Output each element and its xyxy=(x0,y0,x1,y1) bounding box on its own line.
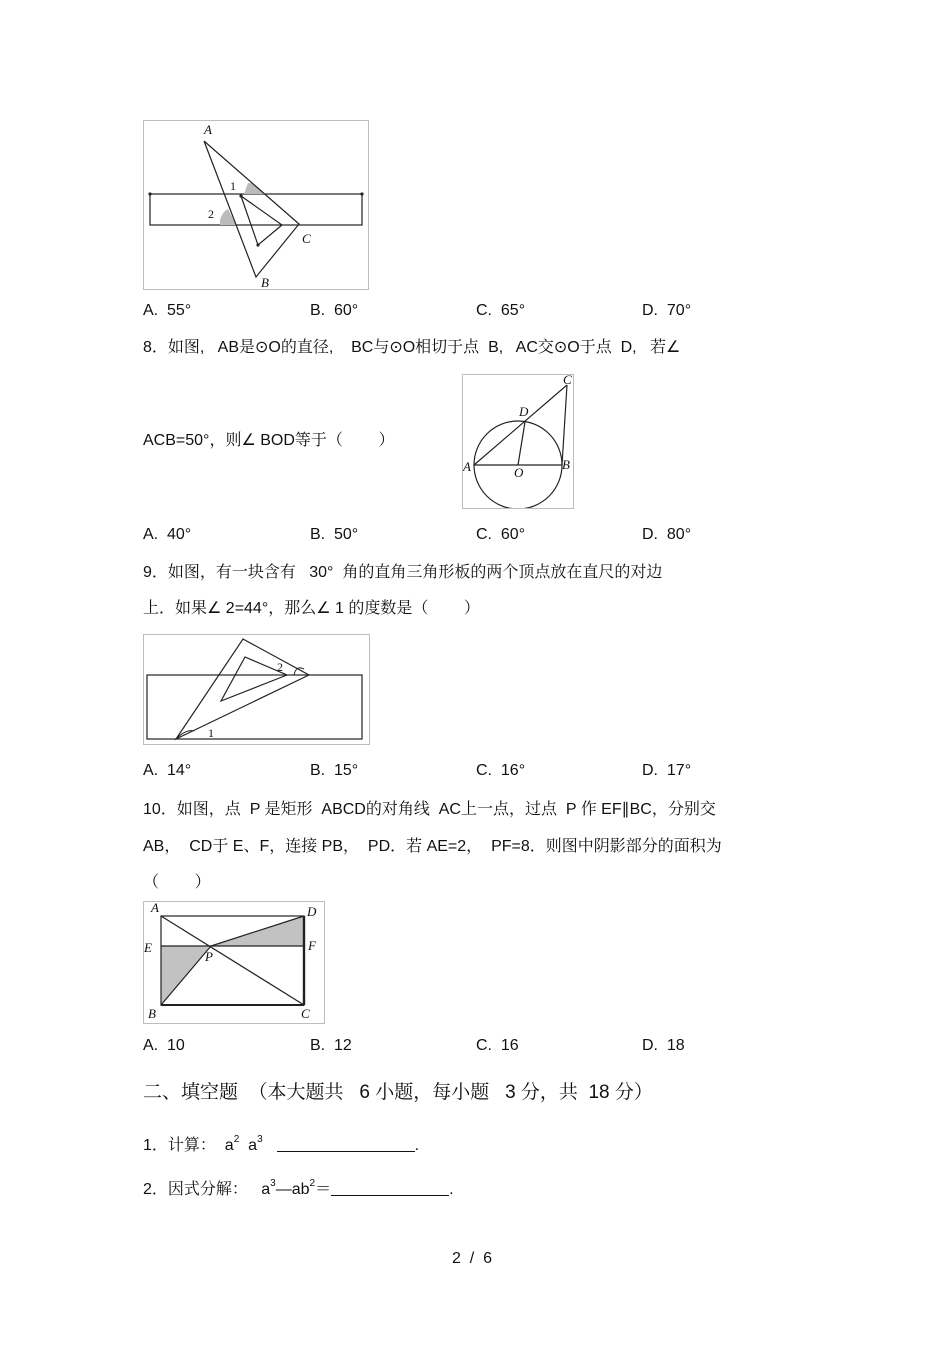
q10-label-C: C xyxy=(301,1006,310,1021)
fill-q1: 1．计算： $a^2$ $a^3$ . xyxy=(143,1134,420,1154)
q7-option-a: A. 55° xyxy=(143,302,192,319)
q10-label-F: F xyxy=(308,938,316,953)
q9-figure xyxy=(143,634,370,745)
q10-option-b: B. 12 xyxy=(310,1037,352,1054)
q7-option-d: D. 70° xyxy=(642,302,692,319)
q10-label-B: B xyxy=(148,1006,156,1021)
fill-q1-exp2: 3 xyxy=(257,1134,263,1145)
q8-label-A: A xyxy=(463,459,471,474)
q7-label-A: A xyxy=(204,122,212,137)
ruler-shape xyxy=(147,675,362,739)
q7-label-B: B xyxy=(261,275,269,289)
q9-option-b: B. 15° xyxy=(310,762,359,779)
q9-option-d: D. 17° xyxy=(642,762,692,779)
fill-q2: 2．因式分解： $a^3—ab^2=$ . xyxy=(143,1178,454,1198)
q10-label-E: E xyxy=(144,940,152,955)
q10-stem-line1: 10．如图，点 P 是矩形 ABCD的对角线 AC上一点，过点 P 作 EF∥BC，分别交 xyxy=(143,801,716,818)
q10-option-c: C. 16 xyxy=(476,1037,519,1054)
q10-label-P: P xyxy=(205,949,213,964)
q9-stem-line2: 上．如果∠ 2=44°，那么∠ 1 的度数是（ ） xyxy=(143,600,480,617)
q8-label-B: B xyxy=(562,457,570,472)
q10-label-D: D xyxy=(307,904,317,919)
q10-stem-line3: （ ） xyxy=(143,874,211,891)
q7-figure xyxy=(143,120,369,290)
q9-stem-line1: 9．如图，有一块含有 30° 角的直角三角形板的两个顶点放在直尺的对边 xyxy=(143,564,663,581)
q8-option-c: C. 60° xyxy=(476,526,526,543)
fill-q2-exp2: 2 xyxy=(309,1178,316,1189)
q10-figure xyxy=(143,901,325,1024)
q9-option-c: C. 16° xyxy=(476,762,526,779)
q10-stem-line2: AB， CD于 E、F，连接 PB， PD．若 AE=2， PF=8．则图中阴影部分的面积为 xyxy=(143,838,722,855)
outer-triangle xyxy=(204,141,299,277)
q7-label-C: C xyxy=(302,231,311,246)
fill-q1-exp1: 2 xyxy=(233,1134,240,1145)
page-number: 2 / 6 xyxy=(452,1250,493,1267)
q8-option-d: D. 80° xyxy=(642,526,692,543)
q8-figure xyxy=(462,374,574,509)
outer-triangle xyxy=(176,639,309,739)
section-fill-in-title: 二、填空题 （本大题共 6 小题，每小题 3 分，共 18 分） xyxy=(143,1082,653,1103)
q8-stem-line2: ACB=50°，则∠ BOD等于（ ） xyxy=(143,432,395,449)
fill-q1-blank[interactable] xyxy=(277,1137,415,1152)
fill-q2-blank[interactable] xyxy=(331,1181,449,1196)
q10-option-a: A. 10 xyxy=(143,1037,185,1054)
q7-option-b: B. 60° xyxy=(310,302,359,319)
q7-label-1: 1 xyxy=(230,179,236,193)
fill-q2-exp1: 3 xyxy=(270,1178,276,1189)
q9-label-1: 1 xyxy=(208,726,214,740)
q9-label-2: 2 xyxy=(277,660,283,674)
q8-label-C: C xyxy=(563,375,572,387)
ruler-shape xyxy=(150,194,362,225)
q8-label-O: O xyxy=(514,465,524,480)
q8-stem-line1: 8．如图, AB是⊙O的直径, BC与⊙O相切于点 B, AC交⊙O于点 D, 若∠ xyxy=(143,339,681,356)
q8-label-D: D xyxy=(519,404,529,419)
q7-label-2: 2 xyxy=(208,207,214,221)
q10-label-A: A xyxy=(151,902,159,915)
q9-option-a: A. 14° xyxy=(143,762,192,779)
q7-option-c: C. 65° xyxy=(476,302,526,319)
q8-option-b: B. 50° xyxy=(310,526,359,543)
q8-option-a: A. 40° xyxy=(143,526,192,543)
q10-option-d: D. 18 xyxy=(642,1037,685,1054)
